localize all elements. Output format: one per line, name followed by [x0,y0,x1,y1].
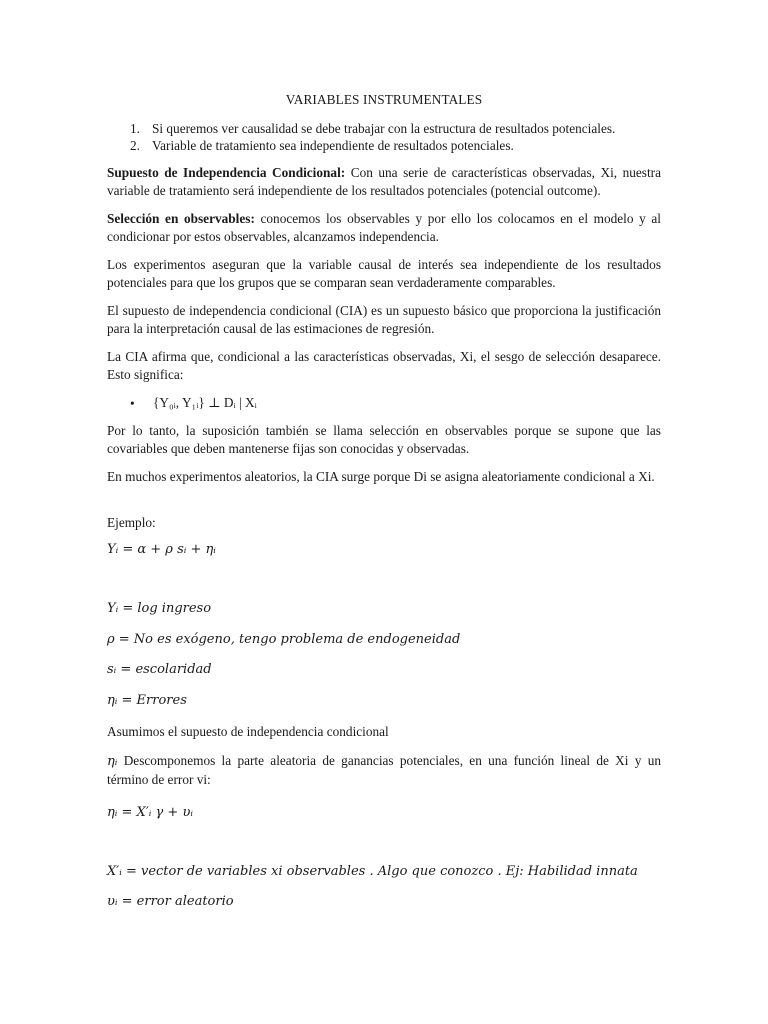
equation-rho: ρ = No es exógeno, tengo problema de endogeneidad [107,632,461,647]
list-item [130,137,514,154]
paragraph-seleccion [107,210,661,246]
list-number: 2. [130,138,140,153]
eta-symbol: ηᵢ [107,754,118,769]
equation-model: Yᵢ = α + ρ sᵢ + ηᵢ [107,542,216,557]
equation-decomposition: ηᵢ = X′ᵢ γ + υᵢ [107,805,193,820]
equation-y: Yᵢ = log ingreso [107,601,212,616]
list-text: Si queremos ver causalidad se debe trabajar con la estructura de resultados potenciales. [152,121,616,136]
paragraph-descomponemos [107,752,661,789]
paragraph-cia-claim: La CIA afirma que, condicional a las características observadas, Xi, el sesgo de selección desaparece. Esto significa: [107,349,661,382]
independence-formula: {Y₀ᵢ, Y₁ᵢ} ⊥ Dᵢ | Xᵢ [153,395,257,410]
paragraph-body: Descomponemos la parte aleatoria de ganancias potenciales, en una función lineal de Xi y un término de error vi: [107,753,661,787]
paragraph-asumimos: Asumimos el supuesto de independencia condicional [107,724,389,739]
paragraph-body: conocemos los observables y por ello los colocamos en el modelo y al condicionar por estos observables, alcanzamos independencia. [107,211,661,244]
list-text: Variable de tratamiento sea independiente de resultados potenciales. [152,138,514,153]
equation-s: sᵢ = escolaridad [107,662,212,677]
paragraph-body: Con una serie de características observadas, Xi, nuestra variable de tratamiento será independiente de los resultados potenciales (potencial outcome). [107,165,661,198]
equation-error: υᵢ = error aleatorio [107,894,234,909]
paragraph-heading: Selección en observables: [107,211,255,226]
list-item [130,120,615,137]
equation-eta: ηᵢ = Errores [107,693,187,708]
paragraph-cia [107,164,661,200]
bullet-icon: • [130,396,135,411]
ejemplo-label: Ejemplo: [107,515,156,530]
paragraph-experimentos-aleatorios: En muchos experimentos aleatorios, la CIA surge porque Di se asigna aleatoriamente condicional a Xi. [107,469,655,484]
paragraph-por-lo-tanto: Por lo tanto, la suposición también se llama selección en observables porque se supone que las covariables que deben mantenerse fijas son conocidas y observadas. [107,423,661,456]
list-number: 1. [130,121,140,136]
paragraph-cia-definition: El supuesto de independencia condicional (CIA) es un supuesto básico que proporciona la justificación para la interpretación causal de las estimaciones de regresión. [107,303,661,336]
paragraph-heading: Supuesto de Independencia Condicional: [107,165,346,180]
document-title: VARIABLES INSTRUMENTALES [285,92,483,107]
paragraph-experimentos: Los experimentos aseguran que la variable causal de interés sea independiente de los resultados potenciales para que los grupos que se comparan sean verdaderamente comparables. [107,257,661,290]
equation-x-vector: X′ᵢ = vector de variables xi observables . Algo que conozco . Ej: Habilidad innata [107,864,638,879]
